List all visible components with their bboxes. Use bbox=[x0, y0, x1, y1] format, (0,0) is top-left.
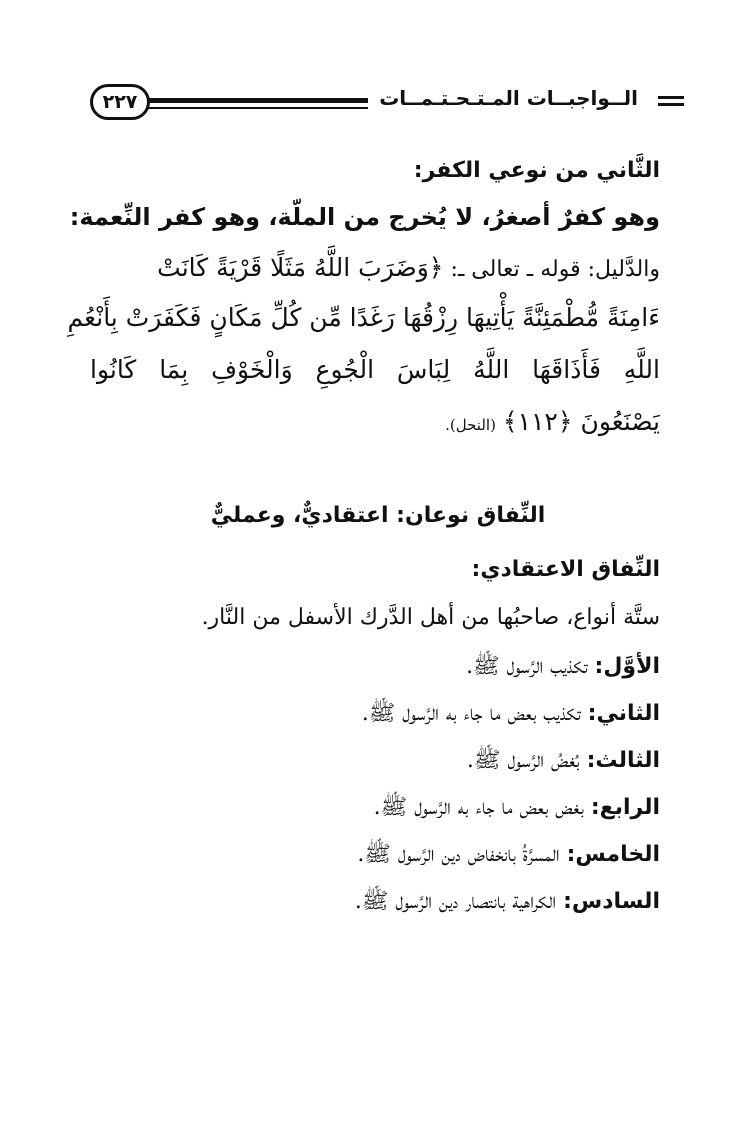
running-header bbox=[90, 82, 684, 122]
list-item-label: الأوَّل: bbox=[594, 654, 660, 679]
page-number: ٢٢٧ bbox=[90, 84, 150, 120]
header-rule-thin bbox=[136, 107, 368, 109]
list-item-label: الثاني: bbox=[587, 701, 660, 726]
list-item-label: السادس: bbox=[563, 889, 660, 914]
list-item-text: الكراهية بانتصار دين الرَّسول ﷺ. bbox=[354, 889, 557, 914]
section-subheading-kufr-asghar: وهو كفرٌ أصغرُ، لا يُخرج من الملّة، وهو كفر النِّعمة: bbox=[69, 203, 660, 231]
nifaq-itiqadi-heading: النِّفاق الاعتقادي: bbox=[471, 557, 660, 582]
header-dash-icon bbox=[658, 96, 684, 99]
section-heading-kufr-second: الثَّاني من نوعي الكفر: bbox=[413, 158, 660, 183]
verse-end: يَصْنَعُونَ ﴿١١٢﴾ bbox=[502, 407, 660, 436]
list-item-text: تكذيب بعض ما جاء به الرَّسول ﷺ. bbox=[361, 701, 581, 726]
list-item bbox=[90, 887, 660, 919]
list-item-label: الرابع: bbox=[590, 795, 660, 820]
list-item bbox=[90, 746, 660, 778]
verse-source: (النحل). bbox=[445, 416, 496, 434]
verse-line-3: اللَّهِ فَأَذَاقَهَا اللَّهُ لِبَاسَ الْجُوعِ وَالْخَوْفِ بِمَا كَانُوا bbox=[90, 355, 660, 384]
running-title: الــواجبــات المـتـحـتـمــات bbox=[373, 86, 644, 110]
list-item-label: الثالث: bbox=[586, 748, 660, 773]
list-item bbox=[90, 793, 660, 825]
list-item bbox=[90, 840, 660, 872]
list-item-label: الخامس: bbox=[566, 842, 660, 867]
verse-line-1: ﴿وَضَرَبَ اللَّهُ مَثَلًا قَرْيَةً كَانَتْ bbox=[157, 253, 444, 282]
list-item-text: بُغضُ الرَّسول ﷺ. bbox=[466, 748, 580, 773]
list-item-text: المسرَّةُ بانخفاض دين الرَّسول ﷺ. bbox=[357, 842, 560, 867]
list-item bbox=[90, 652, 660, 684]
verse-line-4 bbox=[90, 407, 660, 436]
evidence-line-1 bbox=[90, 253, 660, 282]
header-rule-thick bbox=[136, 98, 368, 103]
list-item-text: بغض بعض ما جاء به الرَّسول ﷺ. bbox=[373, 795, 584, 820]
list-item-text: تكذيب الرَّسول ﷺ. bbox=[466, 654, 588, 679]
list-item bbox=[90, 699, 660, 731]
nifaq-intro: ستَّة أنواع، صاحبُها من أهل الدَّرك الأسفل من النَّار. bbox=[201, 605, 660, 630]
verse-line-2: ءَامِنَةً مُّطْمَئِنَّةً يَأْتِيهَا رِزْقُهَا رَغَدًا مِّن كُلِّ مَكَانٍ فَكَفَرَتْ بِأَنْعُمِ bbox=[67, 303, 660, 332]
evidence-intro: والدَّليل: قوله ـ تعالى ـ: bbox=[450, 257, 660, 282]
nifaq-heading: النِّفاق نوعان: اعتقاديٌّ، وعمليٌّ bbox=[210, 503, 546, 528]
